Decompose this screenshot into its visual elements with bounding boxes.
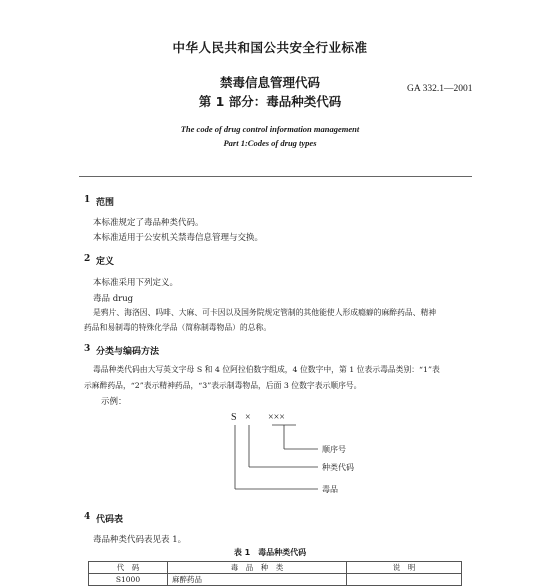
label-drug: 毒品 [322, 485, 338, 494]
coding-method-text: 毒品种类代码由大写英文字母 S 和 4 位阿拉伯数字组成，4 位数字中，第 1 位表示毒品类别：“1”表 [93, 365, 440, 374]
code-sequence-digits: ××× [268, 412, 285, 423]
document-subtitle: 第 1 部分：毒品种类代码 [198, 94, 342, 109]
table-row [89, 574, 462, 586]
section-4-intro: 毒品种类代码表见表 1。 [93, 535, 187, 545]
section-3-title: 分类与编码方法 [96, 347, 160, 357]
term-heading: 毒品 drug [93, 294, 134, 304]
column-header-remarks: 说 明 [347, 562, 462, 574]
table-cell-drug-type: 麻醉药品 [168, 574, 347, 586]
english-subtitle: Part 1:Codes of drug types [223, 138, 317, 148]
table-cell-remarks [347, 574, 462, 586]
issuing-organization: 中华人民共和国公共安全行业标准 [172, 40, 368, 55]
code-letter-s: S [231, 412, 237, 423]
term-definition: 是鸦片、海洛因、吗啡、大麻、可卡因以及国务院规定管制的其他能使人形成瘾癖的麻醉药品、精神 [93, 308, 437, 317]
column-header-code: 代 码 [89, 562, 168, 574]
section-1-paragraph: 本标准规定了毒品种类代码。 [93, 218, 204, 228]
table-header-row [89, 562, 462, 574]
coding-method-text-continued: 示麻醉药品，“2”表示精神药品，“3”表示制毒物品，后面 3 位数字表示顺序号。 [84, 381, 362, 390]
diagram-leader-lines [235, 425, 318, 489]
term-definition-continued: 药品和易制毒的特殊化学品（简称制毒物品）的总称。 [84, 323, 272, 332]
label-sequence-number: 顺序号 [322, 445, 346, 454]
section-4-number: 4 [84, 512, 91, 522]
english-title: The code of drug control information management [180, 124, 360, 134]
section-4-title: 代码表 [96, 515, 124, 525]
section-2-title: 定义 [96, 257, 115, 267]
section-1-paragraph: 本标准适用于公安机关禁毒信息管理与交换。 [93, 233, 264, 243]
section-1-title: 范围 [96, 198, 115, 208]
section-3-number: 3 [84, 344, 91, 354]
table-caption: 表 1 毒品种类代码 [233, 548, 307, 557]
example-label: 示例： [101, 397, 127, 407]
standard-number: GA 332.1—2001 [407, 84, 473, 94]
label-type-code: 种类代码 [322, 463, 354, 472]
section-2-intro: 本标准采用下列定义。 [93, 278, 179, 288]
section-2-number: 2 [84, 254, 91, 264]
table-cell-code: S1000 [89, 574, 168, 586]
drug-type-code-table [88, 561, 462, 586]
column-header-drug-type: 毒 品 种 类 [168, 562, 347, 574]
section-1-number: 1 [84, 195, 91, 205]
document-title: 禁毒信息管理代码 [219, 75, 320, 90]
code-category-digit: × [245, 412, 251, 423]
